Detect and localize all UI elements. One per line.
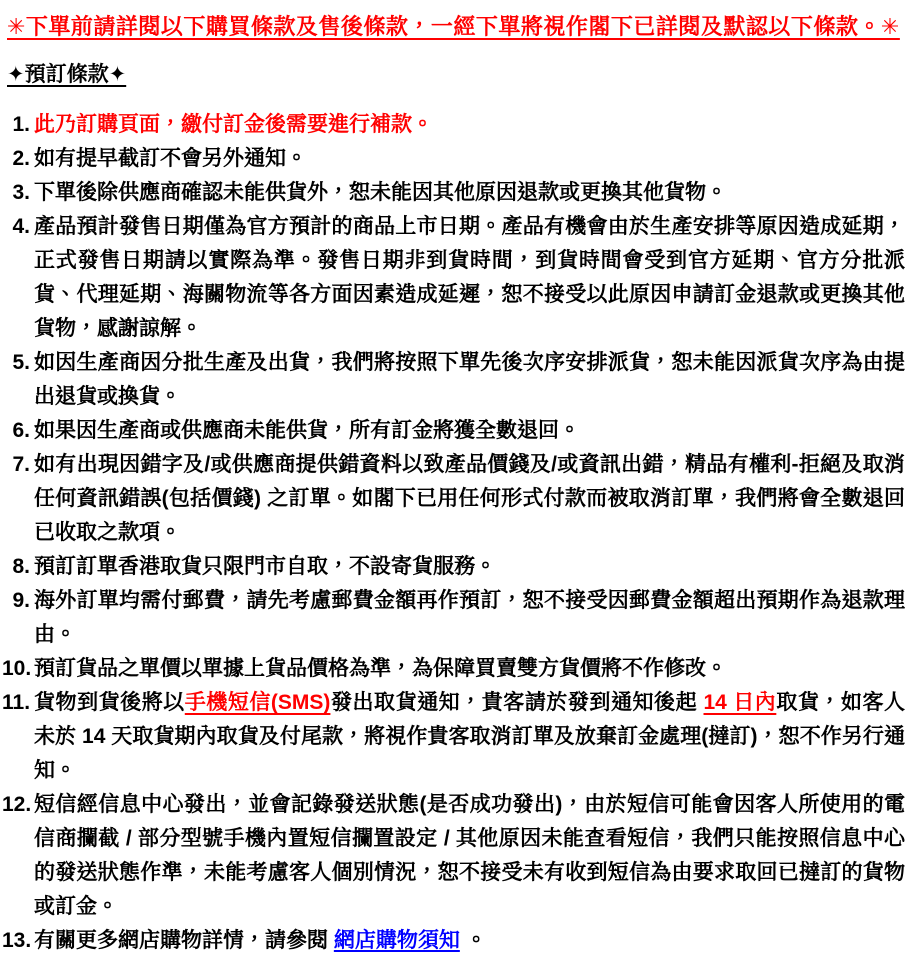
term-number: 1.: [12, 113, 30, 136]
term-text: [34, 448, 905, 550]
term-text-segment: 如有提早截訂不會另外通知。: [34, 147, 307, 170]
term-text: [34, 210, 905, 346]
red-underlined-text: 手機短信(SMS): [184, 691, 331, 714]
terms-list: [2, 108, 905, 958]
term-text: [34, 414, 905, 448]
term-item-4: [2, 210, 905, 346]
term-text: [34, 142, 905, 176]
term-text-segment: 短信經信息中心發出，並會記錄發送狀態(是否成功發出)，由於短信可能會因客人所使用的電信商攔截 / 部分型號手機內置短信攔置設定 / 其他原因未能查看短信，我們只能按照信息中心的發送狀態作準，未能考慮客人個別情況，恕不接受未有收到短信為由要求取回已撻訂的貨物或訂金。: [34, 793, 905, 918]
purchase-terms-warning: ✳下單前請詳閱以下購買條款及售後條款，一經下單將視作閣下已詳閱及默認以下條款。✳: [7, 14, 900, 39]
term-item-5: [2, 346, 905, 414]
term-number: 2.: [12, 147, 30, 170]
term-text-segment: 有關更多網店購物詳情，請參閱: [34, 929, 334, 952]
term-number: 9.: [12, 589, 30, 612]
term-number: 3.: [12, 181, 30, 204]
term-text-segment: 貨物到貨後將以: [34, 691, 185, 714]
term-text: [34, 176, 905, 210]
term-text: [34, 924, 905, 958]
term-item-12: [2, 788, 905, 924]
term-text-segment: 產品預計發售日期僅為官方預計的商品上市日期。產品有機會由於生產安排等原因造成延期，正式發售日期請以實際為準。發售日期非到貨時間，到貨時間會受到官方延期、官方分批派貨、代理延期、海關物流等各方面因素造成延遲，恕不接受以此原因申請訂金退款或更換其他貨物，感謝諒解。: [34, 215, 905, 340]
term-item-9: [2, 584, 905, 652]
term-text-segment: 海外訂單均需付郵費，請先考慮郵費金額再作預訂，恕不接受因郵費金額超出預期作為退款理由。: [34, 589, 905, 646]
red-underlined-text: 14 日內: [703, 691, 777, 714]
term-text-segment: 如有出現因錯字及/或供應商提供錯資料以致產品價錢及/或資訊出錯，精品有權利-拒絕及取消任何資訊錯誤(包括價錢) 之訂單。如閣下已用任何形式付款而被取消訂單，我們將會全數退回已收取之款項。: [34, 453, 905, 544]
term-text-segment: 如果因生產商或供應商未能供貨，所有訂金將獲全數退回。: [34, 419, 580, 442]
term-number: 11.: [2, 691, 31, 714]
term-number: 4.: [12, 215, 30, 238]
term-number: 10.: [2, 657, 32, 680]
term-text-segment: 預訂貨品之單價以單據上貨品價格為準，為保障買賣雙方貨價將不作修改。: [34, 657, 727, 680]
term-item-3: [2, 176, 905, 210]
term-text-segment: 。: [459, 929, 487, 952]
term-text-segment: 發出取貨通知，貴客請於發到通知後起: [330, 691, 704, 714]
term-text: [34, 686, 905, 788]
term-number: 13.: [2, 929, 32, 952]
term-number: 5.: [12, 351, 30, 374]
term-text-segment: 預訂訂單香港取貨只限門市自取，不設寄貨服務。: [34, 555, 496, 578]
term-item-6: [2, 414, 905, 448]
term-item-7: [2, 448, 905, 550]
term-text: [34, 788, 905, 924]
term-number: 12.: [2, 793, 32, 816]
term-item-8: [2, 550, 905, 584]
red-highlighted-text: 此乃訂購頁面，繳付訂金後需要進行補款。: [34, 113, 433, 136]
term-number: 7.: [12, 453, 30, 476]
term-text: [34, 108, 905, 142]
term-number: 6.: [12, 419, 30, 442]
term-text-segment: 如因生產商因分批生產及出貨，我們將按照下單先後次序安排派貨，恕未能因派貨次序為由提出退貨或換貨。: [34, 351, 905, 408]
term-text-segment: 取貨，如客人未於 14 天取貨期內取貨及付尾款，將視作貴客取消訂單及放棄訂金處理(撻訂)，恕不作另行通知。: [34, 691, 906, 782]
term-text: [34, 584, 905, 652]
preorder-terms-heading: ✦預訂條款✦: [7, 63, 127, 86]
term-item-10: [2, 652, 905, 686]
term-text-segment: 下單後除供應商確認未能供貨外，恕未能因其他原因退款或更換其他貨物。: [34, 181, 727, 204]
term-text: [34, 550, 905, 584]
term-text: [34, 652, 905, 686]
term-item-2: [2, 142, 905, 176]
term-number: 8.: [12, 555, 30, 578]
term-text: [34, 346, 905, 414]
term-item-13: [2, 924, 905, 958]
term-item-11: [2, 686, 905, 788]
term-item-1: [2, 108, 905, 142]
store-shopping-notice-link[interactable]: 網店購物須知: [333, 929, 460, 952]
